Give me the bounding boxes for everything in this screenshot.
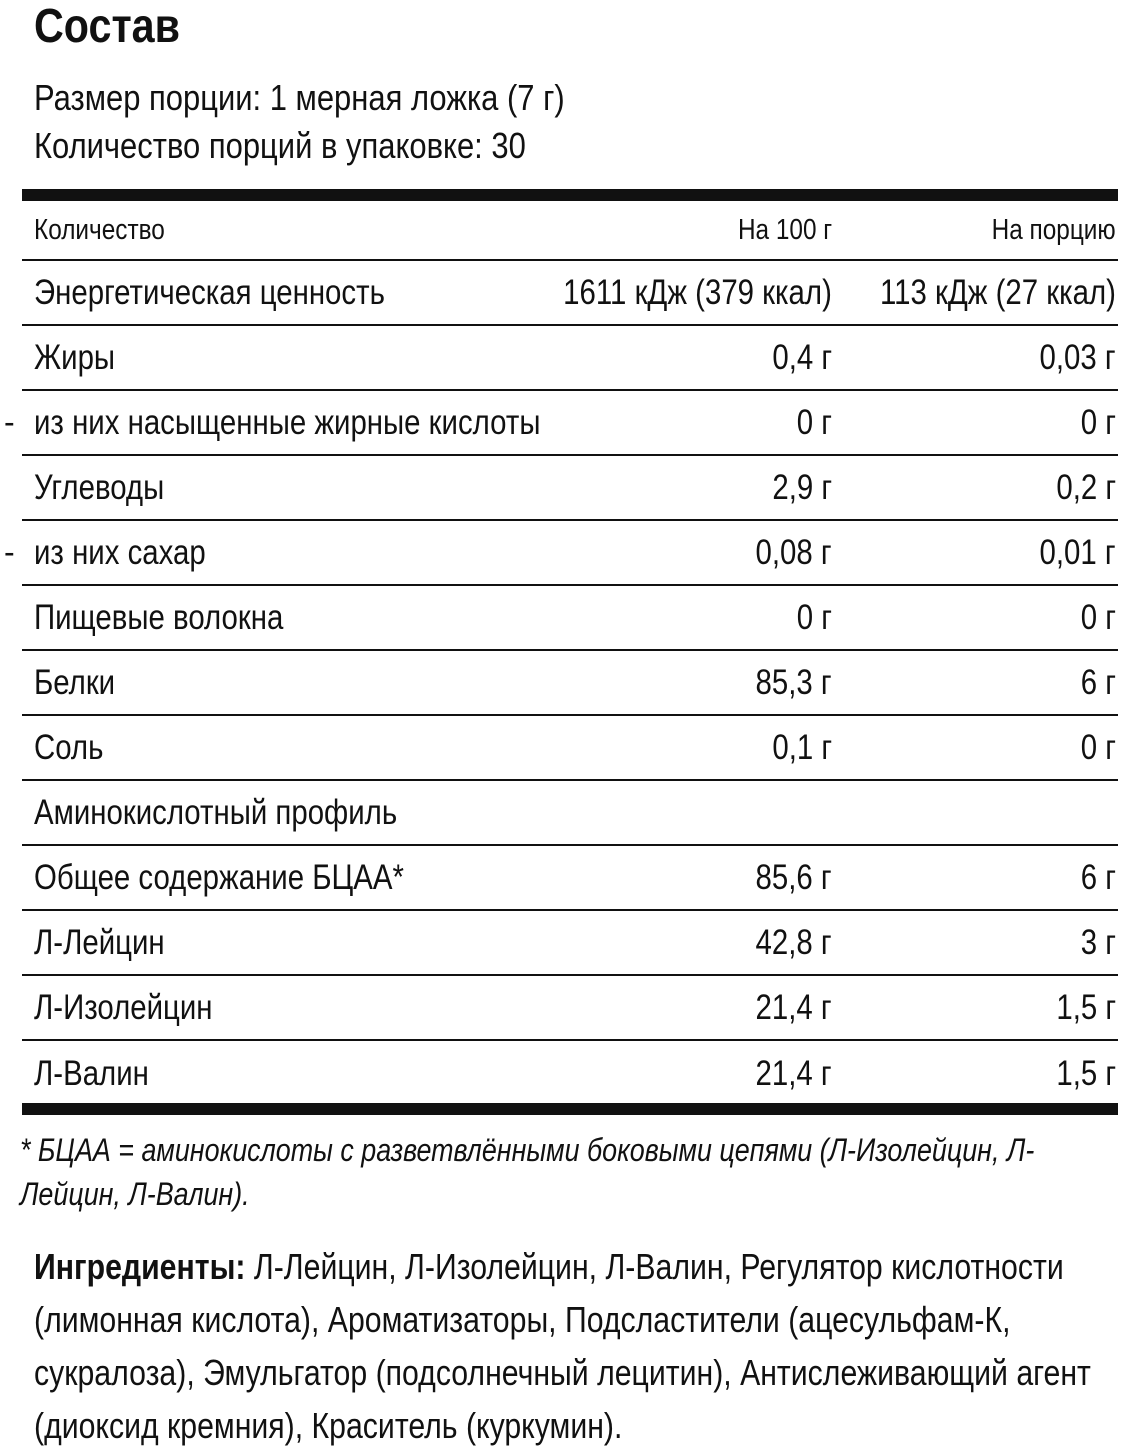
table-row-fiber: [22, 586, 1118, 651]
table-bottom-rule: [22, 1103, 1118, 1115]
row-per-serving: 0 г: [1080, 403, 1116, 442]
row-per-serving: 6 г: [1080, 663, 1116, 702]
row-per-serving: 0,03 г: [1039, 338, 1116, 377]
table-row-amino-profile: [22, 781, 1118, 846]
table-row-fats: [22, 326, 1118, 391]
table-row-saturated-fats: [4, 391, 1118, 456]
bcaa-footnote: * БЦАА = аминокислоты с разветвлёнными боковыми цепями (Л-Изолейцин, Л-Лейцин, Л-Валин).: [20, 1132, 1035, 1212]
ingredients-text: Л-Лейцин, Л-Изолейцин, Л-Валин, Регулятор кислотности (лимонная кислота), Ароматизаторы, Подсластители (ацесульфам-К, сукралоза), Эмульгатор (подсолнечный лецитин), Антислеживающий агент (диоксид кремния), Краситель (куркумин).: [34, 1246, 1091, 1446]
row-per-100g: 2,9 г: [772, 468, 832, 507]
row-name: Л-Изолейцин: [34, 988, 213, 1027]
row-name: Жиры: [34, 338, 116, 377]
row-name: Аминокислотный профиль: [34, 793, 398, 832]
table-top-rule: [22, 189, 1118, 201]
row-name: из них насыщенные жирные кислоты: [34, 403, 541, 442]
row-per-100g: 21,4 г: [755, 988, 832, 1027]
row-per-serving: 6 г: [1080, 858, 1116, 897]
row-name: Пищевые волокна: [34, 598, 284, 637]
row-per-100g: 85,3 г: [755, 663, 832, 702]
table-row-carbohydrates: [22, 456, 1118, 521]
row-name: Общее содержание БЦАА*: [34, 858, 404, 897]
row-name: Белки: [34, 663, 116, 702]
row-per-100g: 85,6 г: [755, 858, 832, 897]
table-row-salt: [22, 716, 1118, 781]
row-per-serving: 0,01 г: [1039, 533, 1116, 572]
table-row-valine: [22, 1041, 1118, 1105]
nutrition-table: [4, 201, 1118, 1105]
row-per-100g: 0 г: [796, 598, 832, 637]
row-per-100g: 1611 кДж (379 ккал): [563, 273, 832, 312]
header-per-serving: На порцию: [991, 213, 1116, 246]
table-row-energy: [22, 261, 1118, 326]
row-name: Углеводы: [34, 468, 165, 507]
sub-item-dash: -: [4, 534, 15, 570]
page-title: Состав: [34, 0, 180, 53]
table-row-sugar: [4, 521, 1118, 586]
row-per-serving: 0 г: [1080, 728, 1116, 767]
row-per-100g: 42,8 г: [755, 923, 832, 962]
table-row-protein: [22, 651, 1118, 716]
row-per-100g: 0,1 г: [772, 728, 832, 767]
row-per-100g: 21,4 г: [755, 1053, 832, 1093]
row-per-serving: 3 г: [1080, 923, 1116, 962]
sub-item-dash: -: [4, 404, 15, 440]
row-name: Л-Лейцин: [34, 923, 165, 962]
row-name: Л-Валин: [34, 1053, 149, 1093]
row-name: Соль: [34, 728, 104, 767]
header-quantity: Количество: [34, 213, 165, 246]
row-per-serving: 0,2 г: [1056, 468, 1116, 507]
row-name: Энергетическая ценность: [34, 273, 385, 312]
table-row-leucine: [22, 911, 1118, 976]
row-per-serving: 1,5 г: [1056, 1053, 1116, 1093]
ingredients-label: Ингредиенты:: [34, 1246, 246, 1287]
row-per-100g: 0,08 г: [755, 533, 832, 572]
serving-size: Размер порции: 1 мерная ложка (7 г): [34, 77, 565, 118]
row-per-100g: 0,4 г: [772, 338, 832, 377]
table-row-bcaa-total: [22, 846, 1118, 911]
servings-per-pack: Количество порций в упаковке: 30: [34, 125, 526, 166]
header-per-100g: На 100 г: [737, 213, 832, 246]
row-per-serving: 0 г: [1080, 598, 1116, 637]
row-per-serving: 113 кДж (27 ккал): [880, 273, 1116, 312]
table-header: [22, 201, 1118, 261]
row-name: из них сахар: [34, 533, 206, 572]
row-per-serving: 1,5 г: [1056, 988, 1116, 1027]
table-row-isoleucine: [22, 976, 1118, 1041]
ingredients-paragraph: [34, 1240, 1118, 1452]
row-per-100g: 0 г: [796, 403, 832, 442]
